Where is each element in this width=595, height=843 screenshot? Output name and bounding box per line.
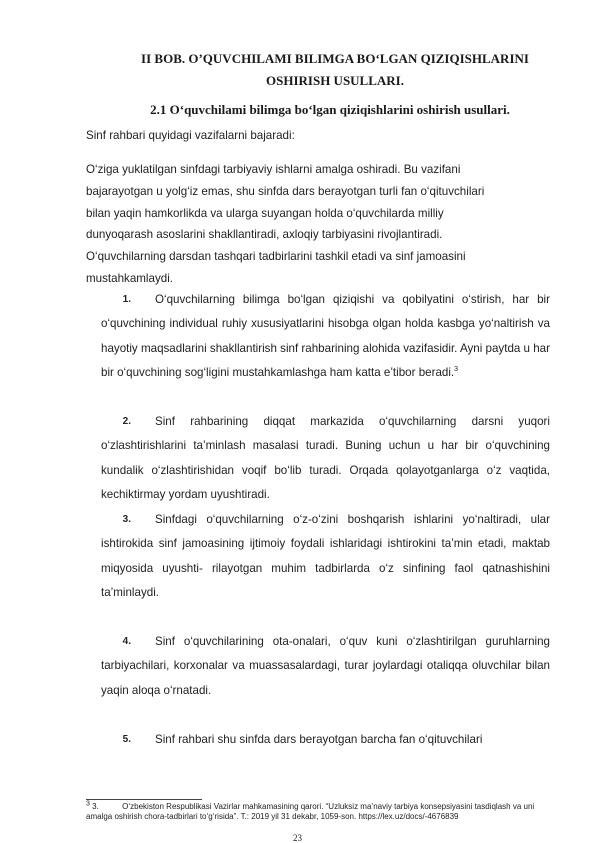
chapter-title-line1: II BOB. O’QUVCHILAMI BILIMGA BO‘LGAN QIZIQISHLARINI [141,51,529,66]
list-item-text: Sinf o‘quvchilarining ota-onalari, o‘quv kuni o‘zlashtirilgan guruhlarning tarbiyachilari, korxonalar va muassasalardagi, turar joylardagi otaliqqa oluvchilar bilan yaqin aloqa o‘rnatadi. [101,635,550,697]
footnote-number: 3. [92,802,99,811]
chapter-title-line2: OSHIRISH USULLARI. [266,73,404,88]
paragraph-line: dunyoqarash asoslarini shakllantiradi, axloqiy tarbiyasini rivojlantiradi. [86,228,443,242]
list-item [101,508,550,605]
list-item [101,630,550,703]
list-item-text: Sinf rahbari shu sinfda dars berayotgan barcha fan o‘qituvchilari [155,733,483,746]
list-number: 1. [122,294,131,305]
list-item-text: Sinfdagi o‘quvchilarning o‘z-o‘zini boshqarish ishlarini yo‘naltiradi, ular ishtirokida sinf jamoasining ijtimoiy foydali ishlaridagi ishtirokini ta’min etadi, maktab miqyosida uyushti- rilayotgan muhim tadbirlarda o‘z sinfining faol qatnashishini ta’minlaydi. [101,513,550,599]
list-item-text: Sinf rahbarining diqqat markazida o‘quvchilarning darsni yuqori o‘zlashtirishlarini ta’minlash masalasi turadi. Buning uchun u har bir o‘quvchining kundalik o‘zlashtirishidan voqif bo‘lib turadi. Orqada qolayotganlarga o‘z vaqtida, kechiktirmay yordam uyushtiradi. [101,415,550,501]
paragraph-line: bajarayotgan u yolg‘iz emas, shu sinfda dars berayotgan turli fan o‘qituvchilari [86,184,485,198]
list-number: 4. [122,636,131,647]
paragraph-line: mustahkamlaydi. [86,271,173,285]
paragraph-line: bilan yaqin hamkorlikda va ularga suyangan holda o‘quvchilarda milliy [86,206,444,220]
list-item [101,288,550,385]
footnote-text: O‘zbekiston Respublikasi Vazirlar mahkamasining qarori. “Uzluksiz ma’naviy tarbiya konsepsiyasini tasdiqlash va uni amalga oshirish chora-tadbirlari to‘g‘risida”. T.: 2019 yil 31 dekabr, 1059-son. https://lex.uz/docs/-4676839 [86,802,535,821]
list-item [101,410,550,507]
paragraph-line: O‘quvchilarning darsdan tashqari tadbirlarini tashkil etadi va sinf jamoasini [86,250,466,264]
footnote-mark: 3 [86,800,90,808]
list-item [101,728,550,752]
list-number: 2. [122,416,131,427]
chapter-title [100,48,570,92]
list-number: 3. [122,514,131,525]
section-title: 2.1 O‘quvchilami bilimga bo‘lgan qiziqishlarini oshirish usullari. [150,102,510,117]
paragraph-line: O‘ziga yuklatilgan sinfdagi tarbiyaviy ishlarni amalga oshiradi. Bu vazifani [86,163,461,176]
footnote [86,802,556,822]
intro-text: Sinf rahbari quyidagi vazifalarni bajaradi: [86,129,295,142]
page-number: 23 [293,833,302,843]
duties-paragraph [86,159,546,290]
footnote-divider [86,799,202,800]
list-number: 5. [122,734,131,745]
footnote-ref[interactable]: 3 [454,366,459,374]
list-item-text: O‘quvchilarning bilimga bo‘lgan qiziqishi va qobilyatini o‘stirish, har bir o‘quvchining individual ruhiy xususiyatlarini hisobga olgan holda kasbga yo‘naltirish va hayotiy maqsadlarini shakllantirish sinf rahbarining alohida vazifasidir. Ayni paytda u har bir o‘quvchining sog‘ligini mustahkamlashga ham katta e’tibor beradi. [101,293,550,379]
